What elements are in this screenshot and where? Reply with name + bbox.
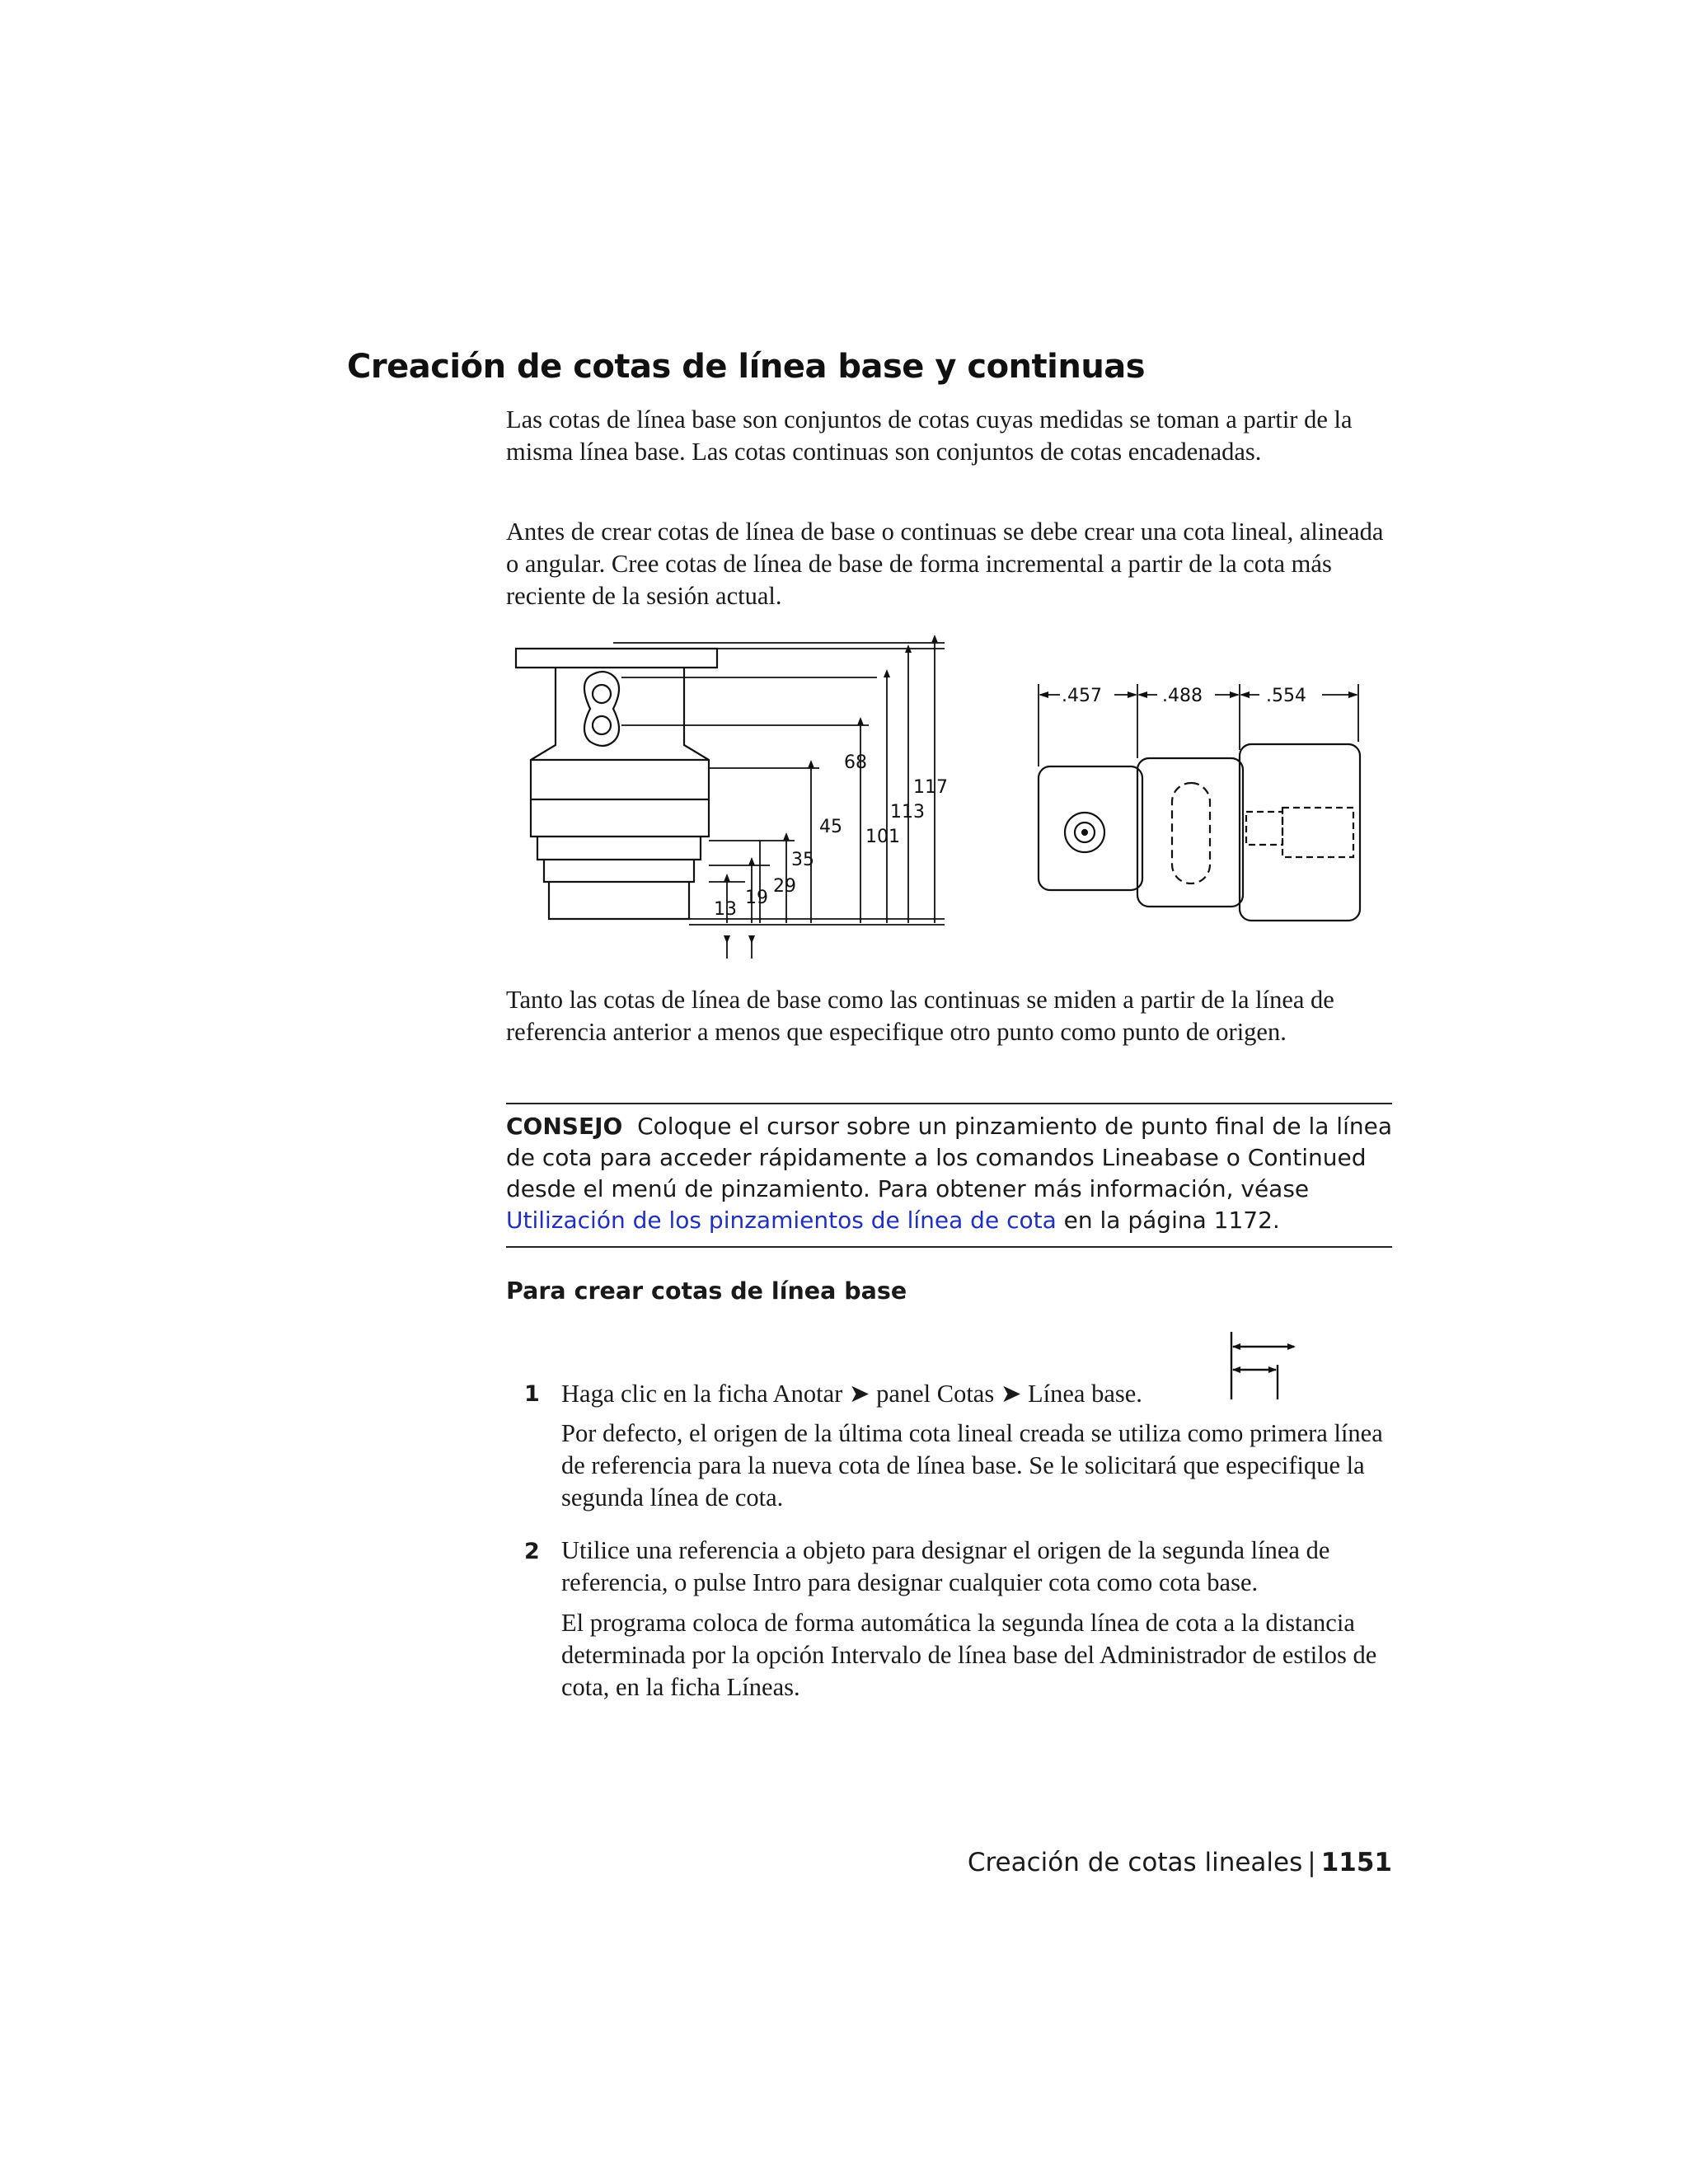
- continued-label-488: .488: [1162, 686, 1203, 706]
- intro-paragraph-1: Las cotas de línea base son conjuntos de cotas cuyas medidas se toman a partir de la misma línea base. Las cotas continuas son conjuntos de cotas encadenadas.: [506, 405, 1353, 466]
- baseline-label-101: 101: [865, 827, 900, 847]
- baseline-label-117: 117: [913, 777, 948, 798]
- step-2-number: 2: [524, 1539, 540, 1564]
- page-title: Creación de cotas de línea base y continuas: [347, 348, 1146, 386]
- tip-link[interactable]: Utilización de los pinzamientos de línea de cota: [506, 1207, 1057, 1234]
- baseline-label-113: 113: [890, 802, 925, 823]
- footer-separator: |: [1307, 1848, 1316, 1877]
- step-1-text: Haga clic en la ficha Anotar ➤ panel Cotas ➤ Línea base.: [561, 1380, 1142, 1408]
- footer-section: Creación de cotas lineales: [967, 1848, 1303, 1877]
- baseline-label-29: 29: [773, 876, 796, 897]
- footer-page-number: 1151: [1320, 1848, 1392, 1877]
- tip-body-end: en la página 1172.: [1063, 1207, 1280, 1234]
- tip-text: [506, 1104, 1392, 1236]
- baseline-label-19: 19: [745, 888, 768, 908]
- procedure-heading: Para crear cotas de línea base: [506, 1277, 907, 1305]
- step-2-detail: El programa coloca de forma automática la segunda línea de cota a la distancia determinada por la opción Intervalo de línea base del Administrador de estilos de cota, en la ficha Líneas.: [561, 1609, 1377, 1701]
- baseline-label-45: 45: [819, 817, 842, 837]
- continued-label-554: .554: [1266, 686, 1306, 706]
- continued-part-drawing: [1039, 744, 1360, 921]
- baseline-dimension-lines: [727, 643, 935, 958]
- after-figure-paragraph: Tanto las cotas de línea de base como las continuas se miden a partir de la línea de referencia anterior a menos que especifique otro punto como punto de origen.: [506, 986, 1334, 1046]
- tip-body: Coloque el cursor sobre un pinzamiento de punto final de la línea de cota para acceder rápidamente a los comandos Lineabase o Continued desde el menú de pinzamiento. Para obtener más información, véase: [506, 1113, 1392, 1202]
- tip-label: CONSEJO: [506, 1113, 623, 1140]
- step-1-detail: Por defecto, el origen de la última cota lineal creada se utiliza como primera línea de referencia para la nueva cota de línea base. Se le solicitará que especifique la segunda línea de cota.: [561, 1419, 1383, 1511]
- baseline-label-13: 13: [714, 899, 737, 920]
- tip-box: [506, 1103, 1392, 1248]
- step-1-number: 1: [524, 1381, 540, 1407]
- intro-paragraph-2: Antes de crear cotas de línea de base o continuas se debe crear una cota lineal, alineada o angular. Cree cotas de línea de base de forma incremental a partir de la cota más reciente de la sesión actual.: [506, 518, 1384, 610]
- baseline-label-68: 68: [844, 752, 867, 773]
- baseline-label-35: 35: [791, 850, 814, 870]
- baseline-part-drawing: [516, 649, 717, 919]
- page-footer: [907, 1848, 1392, 1877]
- baseline-dimension-icon[interactable]: [1225, 1329, 1299, 1403]
- dimension-figure: [506, 635, 1388, 964]
- step-2-text: Utilice una referencia a objeto para designar el origen de la segunda línea de referencia, o pulse Intro para designar cualquier cota como cota base.: [561, 1536, 1330, 1596]
- continued-label-457: .457: [1062, 686, 1102, 706]
